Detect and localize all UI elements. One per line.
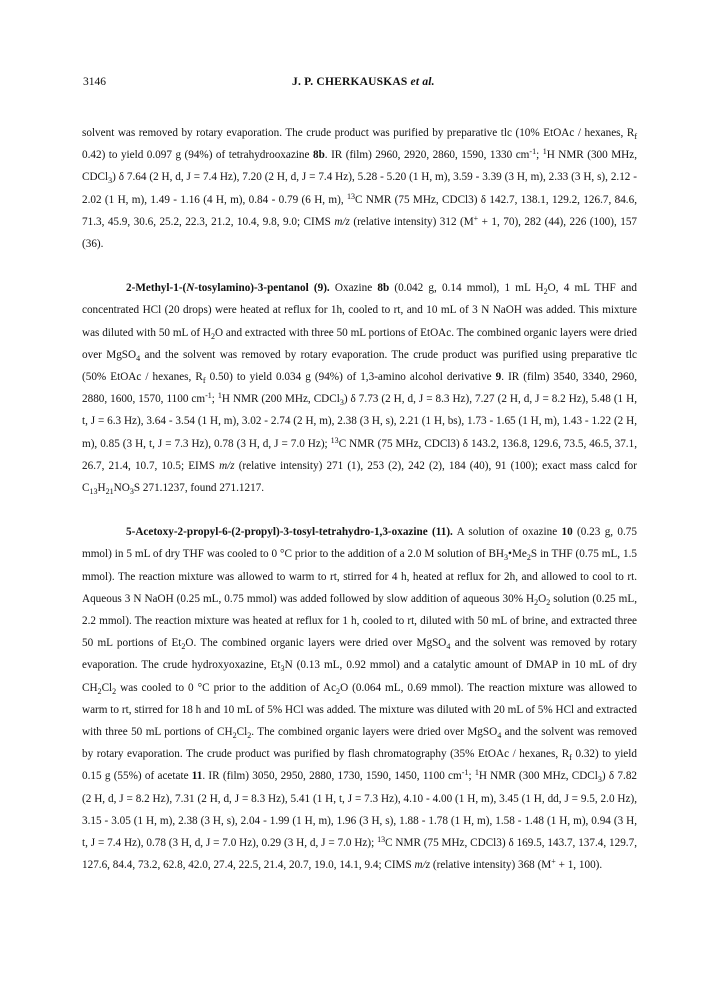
text-run: S in THF (0.75 mL, 1.5 mmol). The reaction mixture was allowed to warm to rt, stirred for 4 h, heated at reflux for 2h, and allowed to cool to rt. Aqueous 3 N NaOH (0.25 mL, 0.75 mmol) was added followed by slow addition of aqueous 30% H — [82, 548, 637, 605]
page-header — [0, 76, 720, 94]
text-run: H NMR (200 MHz, CDCl — [221, 393, 340, 406]
text-run: (0.23 g, 0.75 mmol) in 5 mL of dry THF was cooled to 0 °C prior to the addition of a 2.0 M solution of BH — [82, 526, 637, 561]
italic-text: m/z — [219, 459, 235, 472]
subscript: 2 — [336, 686, 341, 696]
text-run: N (0.13 mL, 0.92 mmol) and a catalytic amount of DMAP in 10 mL of dry CH — [82, 659, 637, 694]
subscript: f — [569, 753, 572, 763]
subscript: 2 — [247, 730, 252, 740]
superscript: 13 — [330, 435, 339, 445]
text-run: + 1, 70), 282 (44), 226 (100), 157 (36). — [82, 215, 638, 251]
text-run: 0.32) to yield 0.15 g (55%) of acetate — [82, 748, 637, 783]
superscript: 13 — [377, 835, 386, 845]
text-run: H — [97, 482, 106, 495]
text-run: ; — [211, 393, 218, 406]
text-run: ; — [468, 770, 475, 783]
text-run: O, 4 mL THF and concentrated HCl (20 drops) were heated at reflux for 1h, cooled to rt, and 10 mL of 3 N NaOH was added. This mixture was diluted with 50 mL of H — [82, 282, 637, 339]
text-run: and the solvent was removed by rotary evaporation. The crude product was purified by flash chromatography (35% EtOAc / hexanes, R — [82, 726, 637, 761]
text-run: (relative intensity) 271 (1), 253 (2), 242 (2), 184 (40), 91 (100); exact mass calcd for C — [82, 459, 637, 495]
text-run: ; — [536, 149, 543, 162]
text-run: solvent was removed by rotary evaporation. The crude product was purified by preparative tlc (10% EtOAc / hexanes, R — [82, 127, 635, 139]
text-run: Cl — [101, 681, 113, 694]
text-run: ) δ 7.64 (2 H, d, J = 7.4 Hz), 7.20 (2 H, d, J = 7.4 Hz), 5.28 - 5.20 (1 H, m), 3.59 - 3.39 (3 H, m), 2.33 (3 H, s), 2.12 - 2.02 (1 H, m), 1.49 - 1.16 (4 H, m), 0.84 - 0.79 (6 H, m), — [82, 171, 637, 206]
subscript: 2 — [181, 642, 186, 652]
text-run: . IR (film) 3540, 3340, 2960, 2880, 1600, 1570, 1100 cm — [82, 371, 637, 406]
text-run: C NMR (75 MHz, CDCl3) δ 169.5, 143.7, 137.4, 129.7, 127.6, 84.4, 73.2, 62.8, 42.0, 27.4, 22.5, 21.4, 20.7, 19.0, 14.1, 9.4; CIMS — [82, 837, 637, 872]
superscript: + — [473, 213, 479, 223]
text-run: was cooled to 0 °C prior to the addition of Ac — [116, 681, 337, 694]
author-initials: J. P. C — [292, 76, 325, 88]
subscript: 3 — [597, 775, 602, 785]
paragraph-compound-11 — [82, 521, 637, 876]
subscript: 2 — [210, 331, 216, 341]
text-run: Oxazine — [329, 282, 378, 295]
running-head — [292, 76, 435, 88]
text-run: O (0.064 mL, 0.69 mmol). The reaction mixture was allowed to warm to rt, stirred for 18 h and 10 mL of 5% HCl was added. The mixture was diluted with 20 mL of 5% HCl and extracted with three 50 mL portions of CH — [82, 681, 638, 739]
superscript: -1 — [529, 147, 537, 157]
text-run: . IR (film) 3050, 2950, 2880, 1730, 1590, 1450, 1100 cm — [202, 770, 462, 783]
text-run: 0.50) to yield 0.034 g (94%) of 1,3-amino alcohol derivative — [205, 371, 496, 384]
superscript: + — [551, 857, 556, 867]
subscript: 2 — [112, 686, 117, 696]
text-run: Cl — [236, 726, 248, 739]
bold-text: 5-Acetoxy-2-propyl-6-(2-propyl)-3-tosyl-tetrahydro-1,3-oxazine (11). — [126, 526, 453, 539]
text-run: A solution of oxazine — [452, 526, 562, 539]
subscript: 3 — [339, 398, 344, 408]
text-run: H NMR (300 MHz, CDCl — [82, 149, 638, 184]
bold-text: 8b — [377, 282, 390, 295]
italic-text: m/z — [414, 859, 431, 872]
subscript: 2 — [534, 597, 539, 607]
superscript: -1 — [461, 768, 469, 778]
text-run: O — [538, 592, 547, 605]
superscript: 13 — [346, 191, 356, 201]
paragraph-gap — [82, 255, 637, 277]
subscript: 2 — [543, 287, 548, 297]
text-run: (relative intensity) 368 (M — [430, 859, 552, 872]
text-run: C NMR (75 MHz, CDCl3) δ 143.2, 136.8, 129.6, 73.5, 46.5, 37.1, 26.7, 21.4, 10.7, 10.5; EIMS — [82, 437, 637, 472]
text-run: ) δ 7.82 (2 H, d, J = 8.2 Hz), 7.31 (2 H, d, J = 8.3 Hz), 5.41 (1 H, t, J = 7.3 Hz), 4.10 - 4.00 (1 H, m), 3.45 (1 H, dd, J = 9.5, 2.0 Hz), 3.15 - 3.05 (1 H, m), 2.38 (3 H, s), 2.04 - 1.99 (1 H, m), 1.96 (3 H, s), 1.88 - 1.78 (1 H, m), 1.58 - 1.48 (1 H, m), 0.94 (3 H, t, J = 7.4 Hz), 0.78 (3 H, d, J = 7.0 Hz), 0.29 (3 H, d, J = 7.0 Hz); — [82, 770, 638, 850]
paragraph-gap — [82, 499, 637, 521]
text-run: ) δ 7.73 (2 H, d, J = 8.3 Hz), 7.27 (2 H, d, J = 8.2 Hz), 5.48 (1 H, t, J = 6.3 Hz), 3.64 - 3.54 (1 H, m), 3.02 - 2.74 (2 H, m), 2.38 (3 H, s), 2.21 (1 H, bs), 1.73 - 1.65 (1 H, m), 1.43 - 1.22 (2 H, m), 0.85 (3 H, t, J = 7.3 Hz), 0.78 (3 H, d, J = 7.0 Hz); — [82, 393, 637, 450]
subscript: 3 — [108, 176, 113, 186]
subscript: 21 — [105, 486, 114, 496]
superscript: 1 — [474, 768, 479, 778]
bold-text: 9 — [495, 371, 502, 384]
bold-text: 2-Methyl-1-( — [126, 282, 187, 295]
paragraph-compound-9 — [82, 277, 637, 499]
subscript: 3 — [280, 664, 285, 674]
author-surname: HERKAUSKAS — [324, 76, 408, 88]
subscript: 2 — [97, 686, 102, 696]
subscript: 2 — [546, 597, 551, 607]
superscript: 1 — [217, 391, 222, 401]
text-run: 0.42) to yield 0.097 g (94%) of tetrahydrooxazine — [82, 149, 313, 162]
bold-text: 10 — [561, 526, 573, 539]
text-run: and the solvent was removed by rotary evaporation. The crude hydroxyoxazine, Et — [82, 637, 637, 672]
paragraph-8b-continuation — [82, 122, 637, 255]
text-run: S 271.1237, found 271.1217. — [133, 482, 265, 495]
experimental-text — [82, 122, 637, 877]
text-run: and the solvent was removed by rotary evaporation. The crude product was purified using preparative tlc (50% EtOAc / hexanes, R — [82, 348, 637, 384]
text-run: O. The combined organic layers were dried over MgSO — [185, 637, 447, 650]
text-run: + 1, 100). — [555, 859, 603, 872]
text-run: (relative intensity) 312 (M — [349, 215, 474, 228]
subscript: f — [634, 131, 637, 141]
bold-text: 11 — [191, 770, 203, 783]
text-run: solution (0.25 mL, 2.2 mmol). The reaction mixture was heated at reflux for 1 h, cooled to rt, diluted with 50 mL of brine, and extracted three 50 mL portions of Et — [82, 592, 637, 650]
subscript: f — [202, 375, 206, 385]
text-run: •Me — [508, 548, 527, 561]
text-run: (0.042 g, 0.14 mmol), 1 mL H — [389, 282, 544, 295]
subscript: 4 — [446, 642, 451, 652]
bold-text: 8b — [312, 149, 325, 162]
subscript: 2 — [232, 730, 237, 740]
superscript: 1 — [542, 147, 547, 157]
text-run: NO — [113, 482, 130, 495]
et-al: et al. — [410, 76, 435, 88]
text-run: H NMR (300 MHz, CDCl — [478, 770, 598, 783]
bold-italic-text: N — [186, 282, 195, 295]
text-run: C NMR (75 MHz, CDCl3) δ 142.7, 138.1, 129.2, 126.7, 84.6, 71.3, 45.9, 30.6, 25.2, 22.3, 21.2, 10.4, 9.8, 9.0; CIMS — [82, 193, 637, 228]
text-run: . The combined organic layers were dried over MgSO — [251, 726, 498, 739]
subscript: 4 — [136, 353, 141, 363]
text-run: . IR (film) 2960, 2920, 2860, 1590, 1330 cm — [324, 149, 530, 162]
subscript: 4 — [497, 730, 502, 740]
subscript: 2 — [526, 553, 531, 563]
bold-text: -tosylamino)-3-pentanol (9). — [194, 282, 330, 295]
text-run: O and extracted with three 50 mL portions of EtOAc. The combined organic layers were dried over MgSO — [82, 326, 637, 361]
superscript: -1 — [205, 391, 212, 401]
subscript: 13 — [89, 486, 98, 496]
italic-text: m/z — [334, 215, 350, 228]
subscript: 3 — [504, 553, 509, 563]
subscript: 3 — [129, 486, 134, 496]
page-number: 3146 — [83, 76, 106, 88]
